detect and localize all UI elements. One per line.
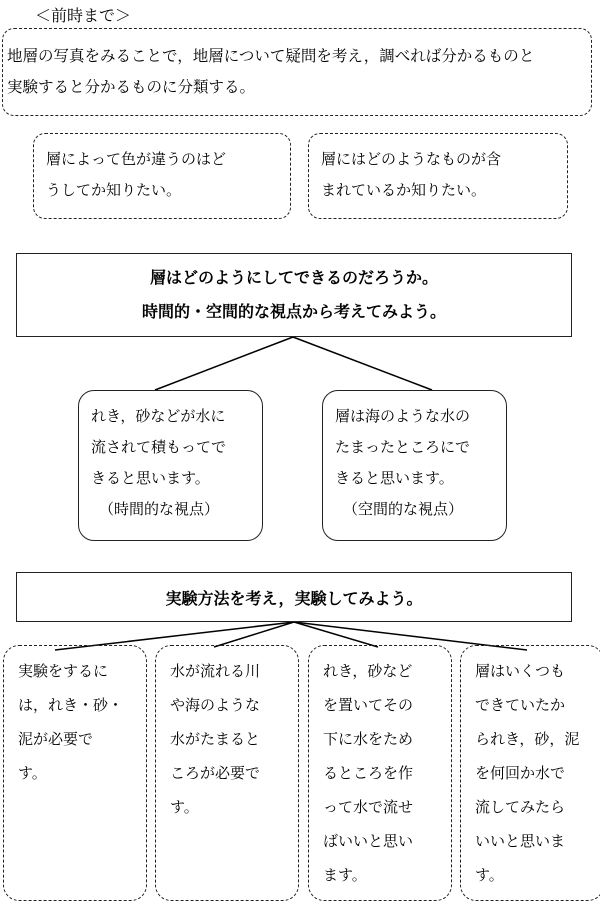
hypothesis-line: 層は海のような水の: [335, 407, 471, 425]
hypothesis-line: れき，砂などが水に: [91, 407, 226, 425]
viewpoint-label: （時間的な視点）: [99, 500, 220, 518]
idea-line: られき，砂，泥: [475, 730, 580, 748]
intro-line: 地層の写真をみることで，地層について疑問を考え，調べれば分かるものと: [7, 47, 535, 65]
idea-line: や海のような: [170, 696, 261, 714]
idea-box-setup: [308, 645, 452, 901]
idea-line: って水で流せ: [323, 798, 414, 816]
idea-line: は，れき・砂・: [18, 696, 124, 714]
question-line: うしてか知りたい。: [46, 181, 182, 199]
main-question-line: 時間的・空間的な視点から考えてみよう。: [141, 302, 446, 321]
question-line: まれているか知りたい。: [321, 181, 487, 199]
idea-line: 流してみたら: [475, 798, 566, 816]
idea-box-materials: [3, 645, 147, 901]
connector-exp-to-box2: [214, 622, 294, 647]
hypothesis-box-space: [322, 390, 507, 541]
experiment-title-box: [16, 572, 572, 622]
idea-line: す。: [170, 798, 199, 816]
idea-line: ばいいと思い: [323, 832, 414, 850]
connector-exp-to-box3: [294, 622, 378, 647]
idea-line: ころが必要で: [170, 764, 261, 782]
idea-line: を置いてその: [323, 696, 414, 714]
intro-line: 実験すると分かるものに分類する。: [7, 78, 256, 96]
idea-line: 下に水をため: [323, 730, 414, 748]
viewpoint-label: （空間的な視点）: [343, 500, 464, 518]
main-question-line: 層はどのようにしてできるのだろうか。: [149, 268, 438, 287]
hypothesis-line: 流されて積もってで: [91, 438, 227, 456]
idea-line: 泥が必要で: [18, 730, 94, 748]
intro-box: [2, 28, 592, 116]
idea-line: ます。: [323, 866, 367, 884]
idea-line: 水が流れる川: [170, 662, 261, 680]
main-question-box: [16, 253, 572, 337]
hypothesis-box-time: [78, 390, 263, 541]
idea-line: できていたか: [475, 696, 566, 714]
idea-line: 実験をするに: [18, 662, 109, 680]
question-line: 層によって色が違うのはど: [46, 150, 227, 168]
idea-line: 水がたまると: [170, 730, 261, 748]
question-box-color: [33, 133, 291, 219]
hypothesis-line: たまったところにで: [335, 438, 471, 456]
question-box-contents: [308, 133, 568, 219]
idea-line: るところを作: [323, 764, 414, 782]
connector-main-to-left: [155, 337, 293, 390]
idea-line: いいと思いま: [475, 832, 566, 850]
idea-line: れき，砂など: [323, 662, 413, 680]
connector-main-to-right: [293, 337, 432, 390]
question-line: 層にはどのようなものが含: [321, 150, 502, 168]
experiment-title: 実験方法を考え，実験してみよう。: [165, 588, 423, 608]
hypothesis-line: きると思います。: [91, 469, 210, 487]
idea-line: を何回か水で: [475, 764, 566, 782]
idea-line: す。: [475, 866, 504, 884]
idea-line: 層はいくつも: [475, 662, 566, 680]
idea-box-repeat: [460, 645, 600, 901]
idea-box-water-place: [155, 645, 299, 901]
hypothesis-line: きると思います。: [335, 469, 454, 487]
idea-line: す。: [18, 764, 47, 782]
previous-lesson-label: ＜前時まで＞: [35, 6, 132, 25]
